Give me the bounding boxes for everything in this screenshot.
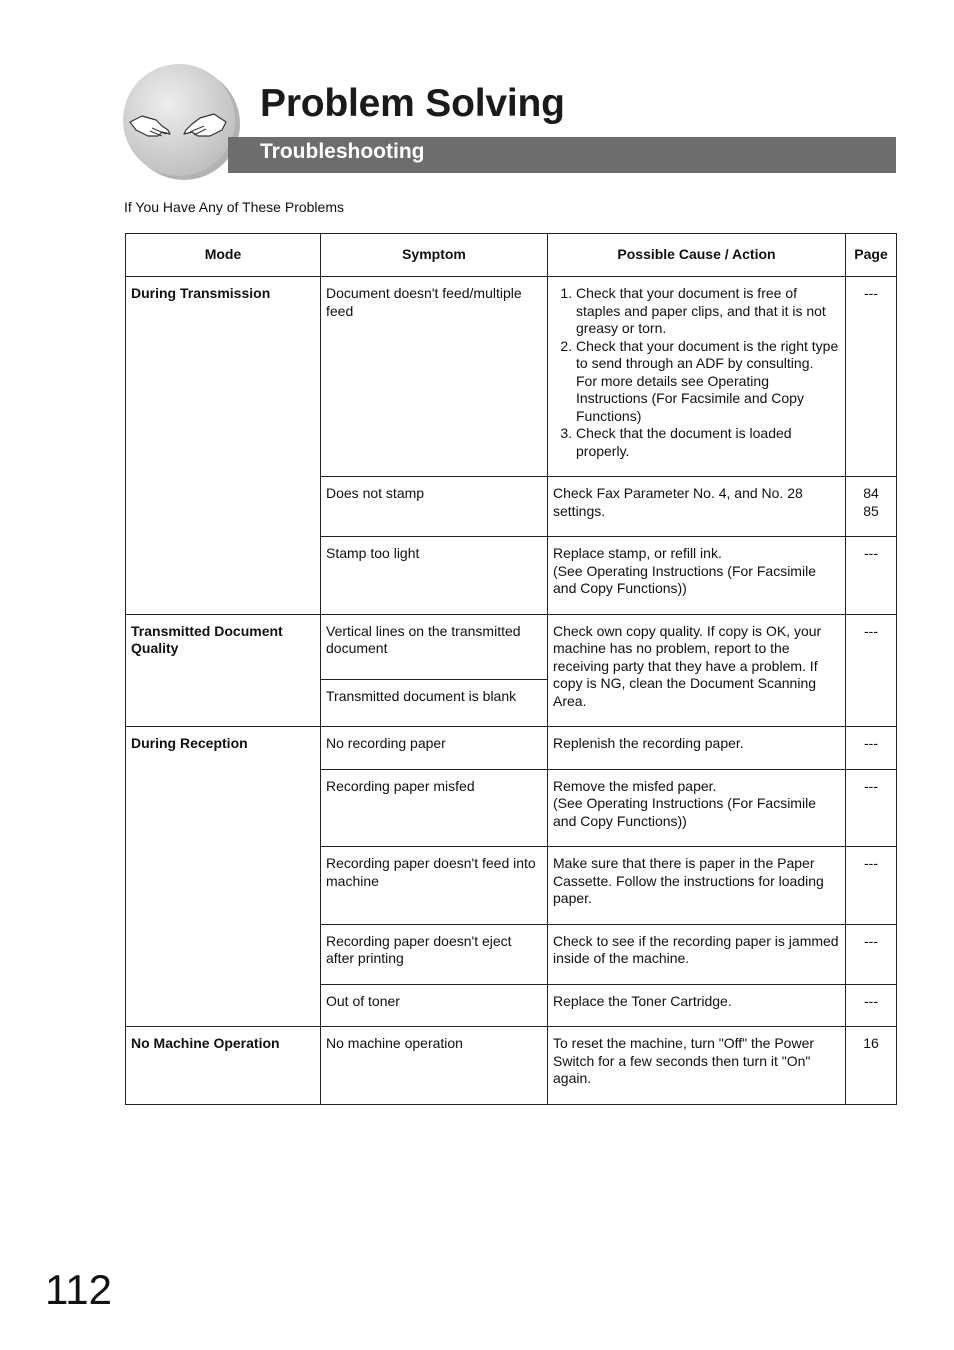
action-cell: Check Fax Parameter No. 4, and No. 28 settings. bbox=[548, 477, 846, 537]
action-cell bbox=[548, 769, 846, 847]
page-ref: 84 bbox=[863, 485, 879, 501]
page-cell: --- bbox=[846, 727, 897, 770]
header-action: Possible Cause / Action bbox=[548, 234, 846, 277]
symptom-cell: Recording paper doesn't feed into machine bbox=[321, 847, 548, 925]
page-title: Problem Solving bbox=[260, 82, 565, 125]
symptom-cell: Does not stamp bbox=[321, 477, 548, 537]
mode-cell: No Machine Operation bbox=[126, 1027, 321, 1105]
page-cell: --- bbox=[846, 769, 897, 847]
mode-cell: During Transmission bbox=[126, 277, 321, 615]
handshake-icon bbox=[122, 64, 240, 182]
symptom-cell: Out of toner bbox=[321, 984, 548, 1027]
table-row bbox=[126, 277, 897, 477]
page-ref: 85 bbox=[863, 502, 879, 519]
mode-cell: Transmitted Document Quality bbox=[126, 614, 321, 727]
action-line: (See Operating Instructions (For Facsimile and Copy Functions)) bbox=[553, 795, 816, 829]
action-list-item bbox=[576, 338, 840, 426]
table-row bbox=[126, 614, 897, 680]
section-title: Troubleshooting bbox=[260, 140, 425, 163]
action-line: Replace stamp, or refill ink. bbox=[553, 545, 722, 561]
action-cell bbox=[548, 277, 846, 477]
page-cell: --- bbox=[846, 847, 897, 925]
intro-text: If You Have Any of These Problems bbox=[124, 199, 344, 215]
symptom-cell: Recording paper misfed bbox=[321, 769, 548, 847]
table-row bbox=[126, 727, 897, 770]
action-cell: To reset the machine, turn "Off" the Power Switch for a few seconds then turn it "On" again. bbox=[548, 1027, 846, 1105]
action-list-item: 3. Check that the document is loaded properly. bbox=[576, 425, 840, 460]
action-list-text: 2. Check that your document is the right type to send through an ADF by consulting. bbox=[576, 337, 839, 371]
action-cell: Check own copy quality. If copy is OK, your machine has no problem, report to the receiving party that they have a problem. If copy is NG, clean the Document Scanning Area. bbox=[548, 614, 846, 727]
action-line: (See Operating Instructions (For Facsimile and Copy Functions)) bbox=[553, 562, 816, 596]
page-cell: --- bbox=[846, 614, 897, 727]
action-cell: Check to see if the recording paper is jammed inside of the machine. bbox=[548, 924, 846, 984]
action-cell bbox=[548, 537, 846, 615]
table-row bbox=[126, 1027, 897, 1105]
action-cell: Replenish the recording paper. bbox=[548, 727, 846, 770]
symptom-cell: Document doesn't feed/multiple feed bbox=[321, 277, 548, 477]
action-list-item: 1. Check that your document is free of staples and paper clips, and that it is not greasy or torn. bbox=[576, 285, 840, 338]
symptom-cell: Recording paper doesn't eject after printing bbox=[321, 924, 548, 984]
action-cell: Replace the Toner Cartridge. bbox=[548, 984, 846, 1027]
mode-cell: During Reception bbox=[126, 727, 321, 1027]
page-cell bbox=[846, 477, 897, 537]
page-number: 112 bbox=[45, 1266, 112, 1313]
header-page: Page bbox=[846, 234, 897, 277]
action-line: Remove the misfed paper. bbox=[553, 777, 717, 794]
symptom-cell: No machine operation bbox=[321, 1027, 548, 1105]
action-list-note: For more details see Operating Instructions (For Facsimile and Copy Functions) bbox=[576, 372, 804, 424]
page-cell: --- bbox=[846, 984, 897, 1027]
symptom-cell: Stamp too light bbox=[321, 537, 548, 615]
troubleshooting-table bbox=[125, 233, 897, 1105]
symptom-cell: Vertical lines on the transmitted document bbox=[321, 614, 548, 680]
table-header-row bbox=[126, 234, 897, 277]
page-cell: --- bbox=[846, 277, 897, 477]
page-cell: --- bbox=[846, 924, 897, 984]
symptom-cell: Transmitted document is blank bbox=[321, 680, 548, 727]
page-cell: 16 bbox=[846, 1027, 897, 1105]
action-cell: Make sure that there is paper in the Paper Cassette. Follow the instructions for loading paper. bbox=[548, 847, 846, 925]
header-symptom: Symptom bbox=[321, 234, 548, 277]
symptom-cell: No recording paper bbox=[321, 727, 548, 770]
page-cell: --- bbox=[846, 537, 897, 615]
header-mode: Mode bbox=[126, 234, 321, 277]
action-list bbox=[553, 285, 840, 460]
